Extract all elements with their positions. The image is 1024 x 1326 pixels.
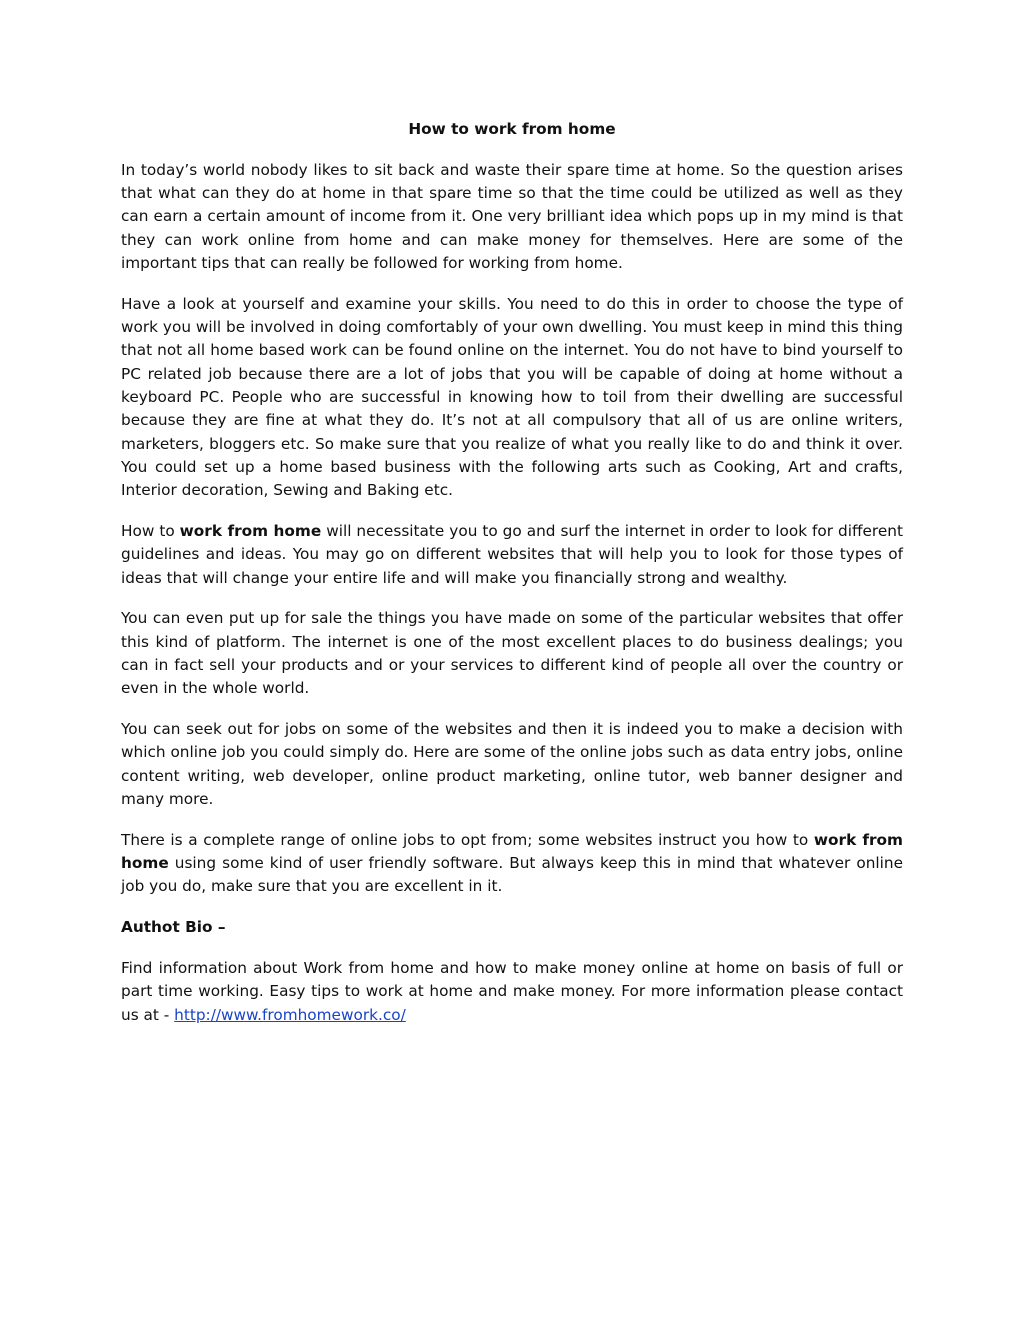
- paragraph-sell: You can even put up for sale the things you have made on some of the particular websites that offer this kind of platform. The internet is one of the most excellent places to do business dealings; you can in fact sell your products and or your services to different kind of people all over the country or even in the whole world.: [121, 609, 903, 698]
- paragraph-how-to-lead: How to: [121, 521, 180, 540]
- bio-heading: Authot Bio –: [121, 918, 226, 937]
- paragraph-skills: Have a look at yourself and examine your skills. You need to do this in order to choose the type of work you will be involved in doing comfortably of your own dwelling. You must keep in mind this thing that not all home based work can be found online on the internet. You do not have to bind yourself to PC related job because there are a lot of jobs that you will be capable of doing at home without a keyboard PC. People who are successful in knowing how to toil from their dwelling are successful because they are fine at what they do. It’s not at all compulsory that all of us are online writers, marketers, bloggers etc. So make sure that you realize of what you really like to do and think it over. You could set up a home based business with the following arts such as Cooking, Art and crafts, Interior decoration, Sewing and Baking etc.: [121, 294, 903, 500]
- paragraph-how-to: [121, 520, 903, 590]
- paragraph-range: [121, 829, 903, 899]
- paragraph-jobs: You can seek out for jobs on some of the websites and then it is indeed you to make a decision with which online job you could simply do. Here are some of the online jobs such as data entry jobs, online content writing, web developer, online product marketing, online tutor, web banner designer and many more.: [121, 720, 903, 808]
- paragraph-intro: In today’s world nobody likes to sit back and waste their spare time at home. So the question arises that what can they do at home in that spare time so that the time could be utilized as well as they can earn a certain amount of income from it. One very brilliant idea which pops up in my mind is that they can work online from home and can make money for themselves. Here are some of the important tips that can really be followed for working from home.: [121, 160, 903, 272]
- paragraph-how-to-rest: will necessitate you to go and surf the internet in order to look for different guidelines and ideas. You may go on different websites that will help you to look for those types of ideas that will change your entire life and will make you financially strong and wealthy.: [121, 521, 903, 587]
- paragraph-range-rest: using some kind of user friendly software. But always keep this in mind that whatever online job you do, make sure that you are excellent in it.: [121, 854, 903, 896]
- document-page: [121, 118, 903, 1044]
- bio-paragraph: [121, 957, 903, 1027]
- website-link[interactable]: http://www.fromhomework.co/: [174, 1005, 406, 1024]
- paragraph-range-lead: There is a complete range of online jobs to opt from; some websites instruct you how to: [121, 830, 814, 849]
- keyword-work-from-home-2: work from home: [121, 830, 903, 873]
- keyword-work-from-home: work from home: [179, 521, 322, 540]
- bio-text: Find information about Work from home and how to make money online at home on basis of full or part time working. Easy tips to work at home and make money. For more information please contact us at -: [121, 958, 903, 1024]
- document-title: How to work from home: [408, 120, 616, 138]
